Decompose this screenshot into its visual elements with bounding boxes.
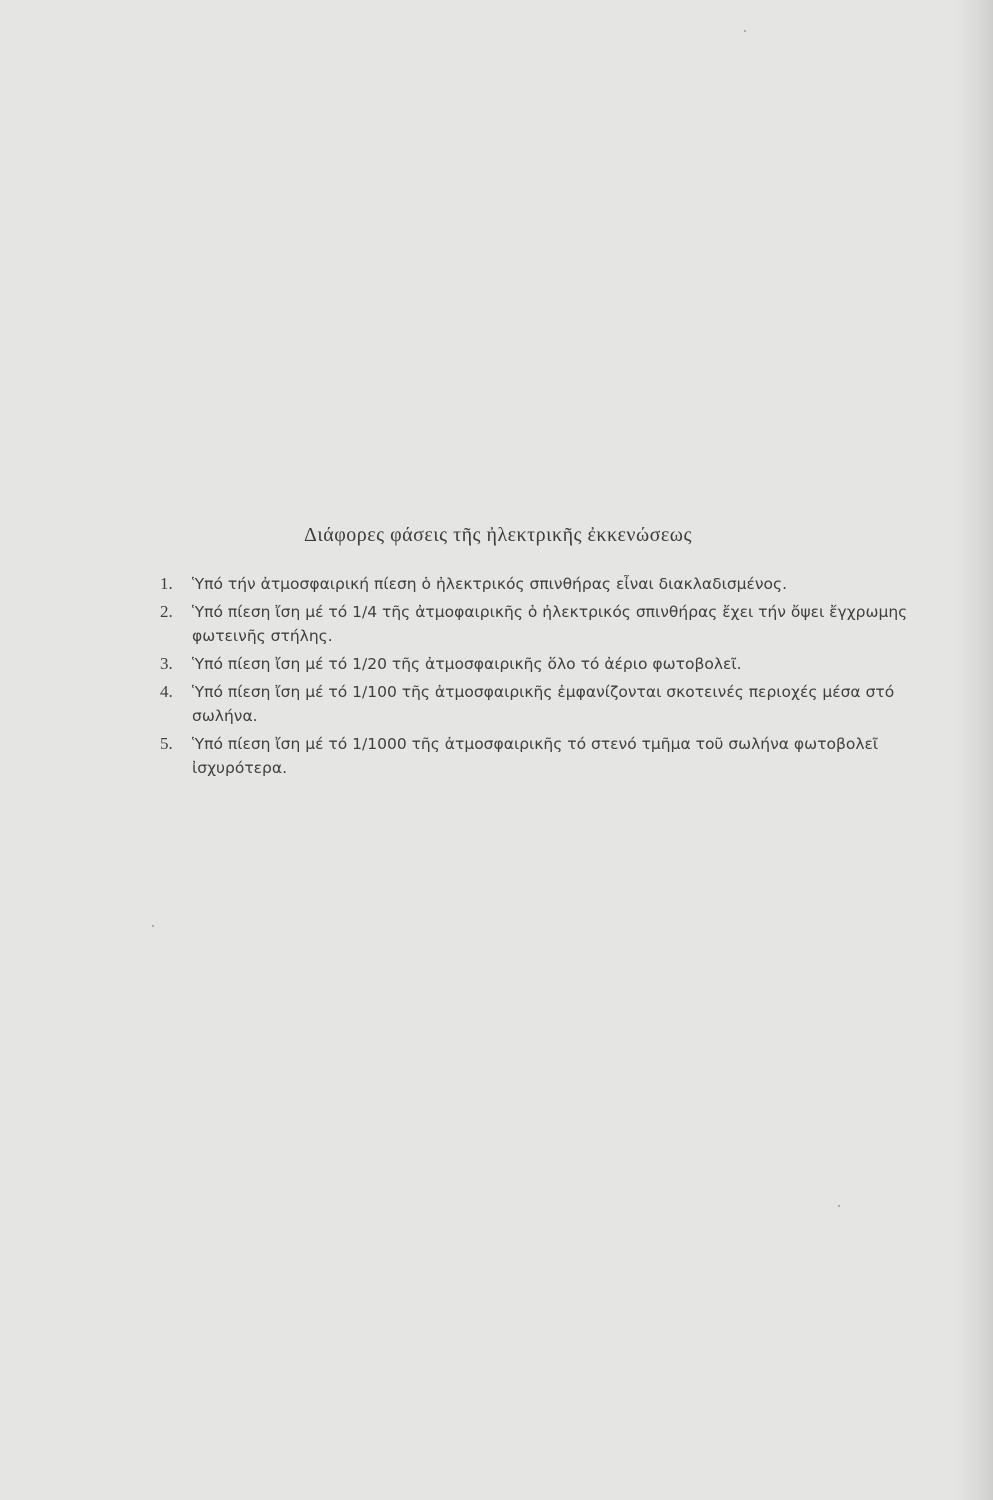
list-item-text: Ὑπό πίεση ἴση μέ τό 1/1000 τῆς ἀτμοσφαιρικῆς τό στενό τμῆμα τοῦ σωλήνα φωτοβολεῖ ἰσχυρότερα. <box>192 735 879 777</box>
list-item-text: Ὑπό πίεση ἴση μέ τό 1/4 τῆς ἀτμοφαιρικῆς ὁ ἠλεκτρικός σπινθήρας ἔχει τήν ὄψει ἔγχρωμης φωτεινῆς στήλης. <box>192 603 908 645</box>
page-title: Διάφορες φάσεις τῆς ἠλεκτρικῆς ἐκκενώσεως <box>304 524 692 546</box>
list-item-number: 5. <box>160 734 173 753</box>
list-item <box>160 732 940 780</box>
list-item-number: 4. <box>160 682 173 701</box>
list-item-number: 2. <box>160 602 173 621</box>
list-item <box>160 652 940 676</box>
list-item-text: Ὑπό τήν ἀτμοσφαιρική πίεση ὁ ἠλεκτρικός σπινθήρας εἶναι διακλαδισμένος. <box>192 575 788 593</box>
list-item-number: 3. <box>160 654 173 673</box>
list-item-text: Ὑπό πίεση ἴση μέ τό 1/20 τῆς ἀτμοσφαιρικῆς ὅλο τό ἀέριο φωτοβολεῖ. <box>192 655 742 673</box>
numbered-list <box>160 572 940 784</box>
paper-speck <box>838 1205 840 1207</box>
list-item <box>160 600 940 648</box>
paper-speck <box>744 30 746 32</box>
page-edge-shadow <box>955 0 993 1500</box>
list-item <box>160 680 940 728</box>
list-item <box>160 572 940 596</box>
list-item-text: Ὑπό πίεση ἴση μέ τό 1/100 τῆς ἀτμοσφαιρικῆς ἐμφανίζονται σκοτεινές περιοχές μέσα στό σωλήνα. <box>192 683 895 725</box>
paper-speck <box>152 925 154 927</box>
list-item-number: 1. <box>160 574 173 593</box>
